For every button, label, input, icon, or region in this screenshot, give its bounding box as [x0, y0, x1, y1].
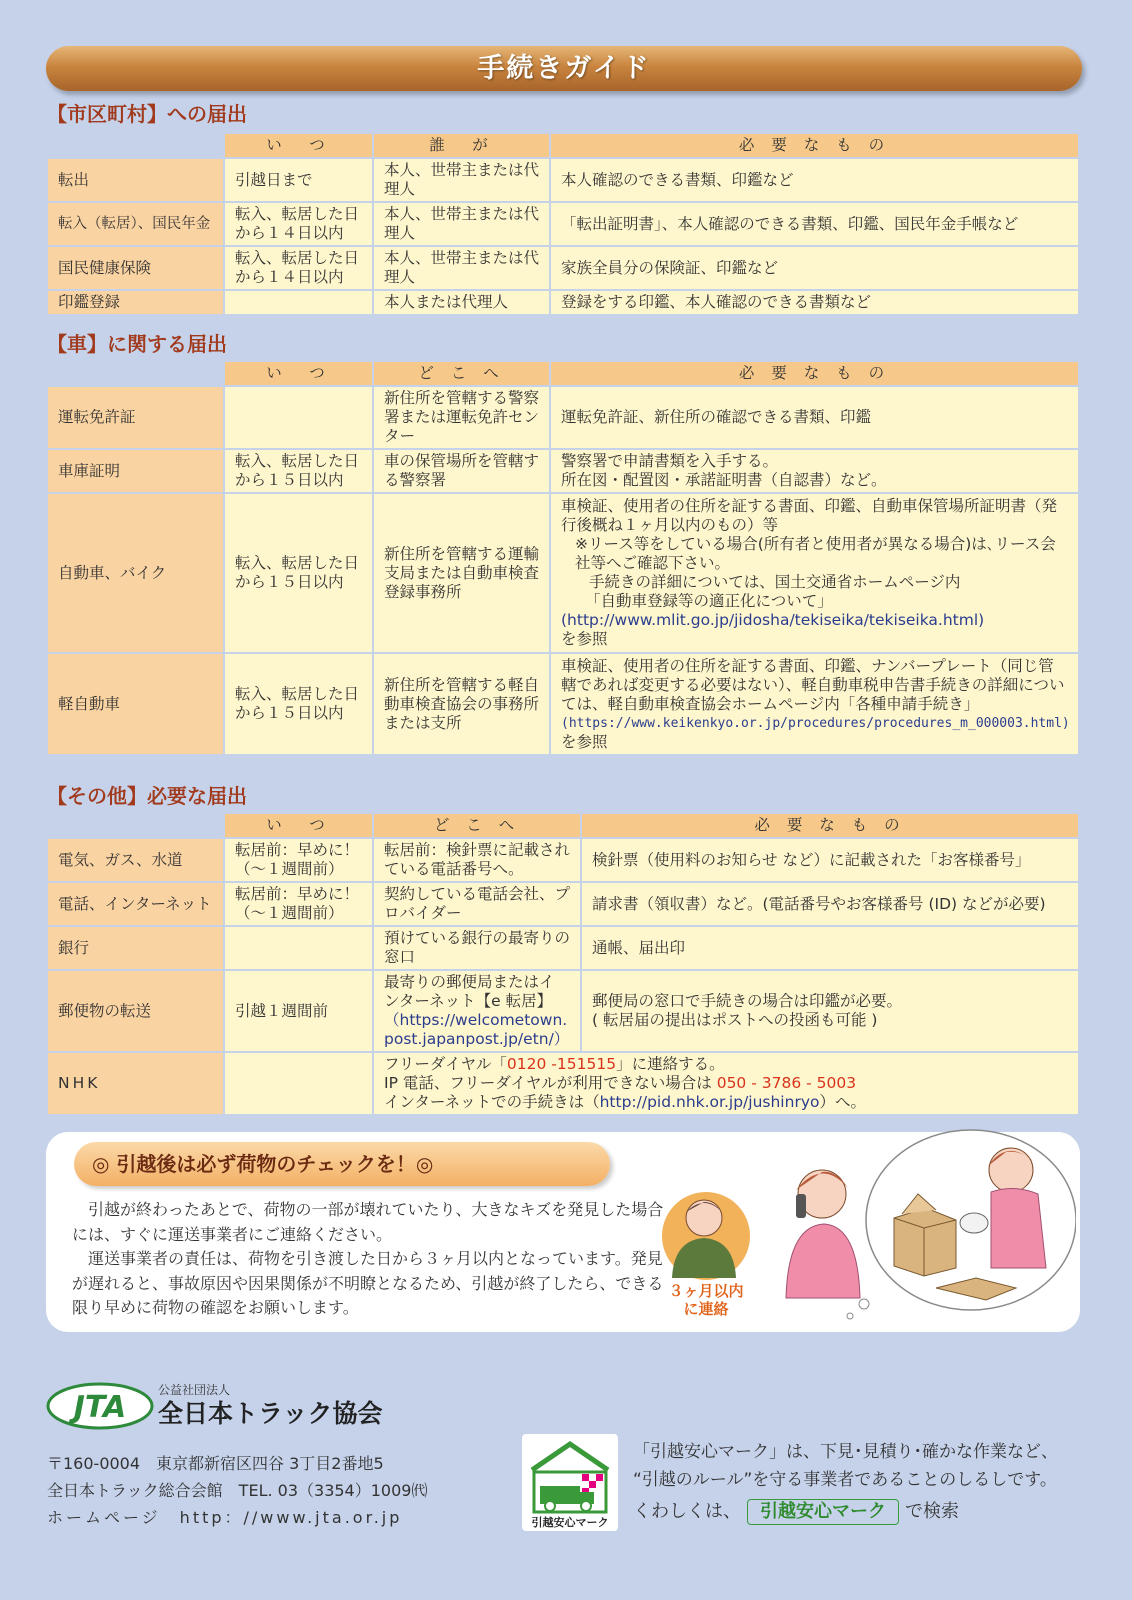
bubble-text-2: に連絡 — [683, 1300, 729, 1318]
row-who: 本人、世帯主または代理人 — [374, 203, 549, 245]
table-row — [48, 654, 1078, 754]
table-row — [48, 159, 1078, 201]
search-keyword-box[interactable]: 引越安心マーク — [747, 1499, 899, 1525]
mark-description — [633, 1438, 1058, 1526]
header-when: い つ — [225, 362, 372, 385]
header-need: 必 要 な も の — [551, 362, 1078, 385]
bubble-text-1: ３ヶ月以内 — [668, 1282, 744, 1300]
row-need — [551, 450, 1078, 492]
header-need: 必 要 な も の — [551, 134, 1078, 157]
row-need: 家族全員分の保険証、印鑑など — [551, 247, 1078, 289]
header-when: い つ — [225, 134, 372, 157]
row-label: 電話、インターネット — [48, 883, 223, 925]
homepage-line[interactable]: ホームページ http：//www.jta.or.jp — [47, 1508, 403, 1527]
row-label: 印鑑登録 — [48, 291, 223, 314]
table-row — [48, 971, 1078, 1051]
search-line: くわしくは、 引越安心マーク で検索 — [633, 1498, 1058, 1526]
municipal-heading: 【市区町村】への届出 — [47, 102, 247, 126]
row-where: 車の保管場所を管轄する警察署 — [374, 450, 549, 492]
row-need: 「転出証明書」、本人確認のできる書類、印鑑、国民年金手帳など — [551, 203, 1078, 245]
row-who: 本人または代理人 — [374, 291, 549, 314]
nhk-link[interactable]: http://pid.nhk.or.jp/jushinryo — [599, 1093, 820, 1111]
need-line: 車検証、使用者の住所を証する書面、印鑑、自動車保管場所証明書（発行後概ね１ヶ月以内のもの）等 — [561, 497, 1058, 534]
need-line: 「自動車登録等の適正化について」 — [585, 592, 833, 610]
car-heading: 【車】に関する届出 — [47, 332, 227, 356]
table-row — [48, 203, 1078, 245]
row-label: 国民健康保険 — [48, 247, 223, 289]
row-label: 転入（転居）、国民年金 — [48, 203, 223, 245]
phone-call-illustration — [636, 1128, 1076, 1328]
check-title: ◎ 引越後は必ず荷物のチェックを！◎ — [74, 1142, 610, 1186]
need-line: 手続きの詳細については、国土交通省ホームページ内 — [589, 573, 961, 591]
row-where: 契約している電話会社、プロバイダー — [374, 883, 580, 925]
table-row — [48, 247, 1078, 289]
header-who: 誰 が — [374, 134, 549, 157]
japanpost-link[interactable]: （https://welcometown.post.japanpost.jp/etn/） — [384, 1011, 570, 1048]
row-when: 転入、転居した日から１５日以内 — [225, 494, 372, 652]
need-line: 所在図・配置図・承諾証明書（自認書）など。 — [561, 471, 887, 489]
nhk-phone-number: 050 - 3786 - 5003 — [716, 1074, 857, 1092]
row-when — [225, 291, 372, 314]
nhk-line-3: インターネットでの手続きは（http://pid.nhk.or.jp/jushinryo）へ。 — [384, 1093, 866, 1111]
check-text — [72, 1198, 672, 1321]
header-where: ど こ へ — [374, 362, 549, 385]
mark-desc-line: 「引越安心マーク」は、下見･見積り･確かな作業など、 — [633, 1442, 1058, 1462]
jta-logo — [46, 1378, 426, 1434]
row-label: 運転免許証 — [48, 387, 223, 448]
check-paragraph: 引越が終わったあとで、荷物の一部が壊れていたり、大きなキズを発見した場合には、すぐに運送事業者にご連絡ください。 — [72, 1200, 664, 1244]
row-where: 新住所を管轄する警察署または運転免許センター — [374, 387, 549, 448]
table-row — [48, 883, 1078, 925]
row-need: 検針票（使用料のお知らせ など）に記載された「お客様番号」 — [582, 839, 1078, 881]
row-when — [225, 387, 372, 448]
need-line: を参照 — [561, 630, 608, 648]
need-line: 郵便局の窓口で手続きの場合は印鑑が必要。 — [592, 992, 903, 1010]
table-header-row — [48, 814, 1078, 837]
header-where: ど こ へ — [374, 814, 580, 837]
row-label: 郵便物の転送 — [48, 971, 223, 1051]
row-when: 転入、転居した日から１４日以内 — [225, 203, 372, 245]
row-label: 自動車、バイク — [48, 494, 223, 652]
row-need: 登録をする印鑑、本人確認のできる書類など — [551, 291, 1078, 314]
mark-label: 引越安心マーク — [531, 1516, 609, 1529]
row-label: 電気、ガス、水道 — [48, 839, 223, 881]
nhk-line-1: フリーダイヤル「0120 -151515」に連絡する。 — [384, 1055, 725, 1073]
row-need — [551, 654, 1078, 754]
keikenkyo-link[interactable]: (https://www.keikenkyo.or.jp/procedures/procedures_m_000003.html) — [561, 715, 1070, 731]
table-row — [48, 494, 1078, 652]
lease-note: ※リース等をしている場合(所有者と使用者が異なる場合)は､リース会社等へご確認下さい。 — [575, 535, 1056, 572]
table-row — [48, 927, 1078, 969]
need-line: を参照 — [561, 732, 608, 751]
nhk-details — [374, 1053, 1078, 1114]
row-when: 転居前：早めに！（～１週間前） — [225, 883, 372, 925]
check-panel — [46, 1132, 1080, 1332]
row-label: 転出 — [48, 159, 223, 201]
row-when: 転入、転居した日から１４日以内 — [225, 247, 372, 289]
table-row — [48, 1053, 1078, 1114]
municipal-table — [46, 132, 1080, 316]
table-row — [48, 450, 1078, 492]
org-name: 全日本トラック協会 — [158, 1399, 383, 1428]
header-need: 必 要 な も の — [582, 814, 1078, 837]
need-line: 警察署で申請書類を入手する。 — [561, 452, 779, 470]
where-line: 最寄りの郵便局またはインターネット【e 転居】 — [384, 973, 555, 1010]
row-who: 本人、世帯主または代理人 — [374, 159, 549, 201]
row-where: 転居前：検針票に記載されている電話番号へ。 — [374, 839, 580, 881]
other-table — [46, 812, 1080, 1116]
row-need — [582, 971, 1078, 1051]
row-when: 引越１週間前 — [225, 971, 372, 1051]
row-label: 車庫証明 — [48, 450, 223, 492]
row-where: 新住所を管轄する運輸支局または自動車検査登録事務所 — [374, 494, 549, 652]
address-block — [47, 1450, 427, 1531]
check-paragraph: 運送事業者の責任は、荷物を引き渡した日から３ヶ月以内となっています。発見が遅れると、事故原因や因果関係が不明瞭となるため、引越が終了したら、できる限り早めに荷物の確認をお願いします。 — [72, 1249, 664, 1317]
nhk-freedial-number: 0120 -151515 — [506, 1055, 617, 1073]
row-when — [225, 1053, 372, 1114]
table-row — [48, 387, 1078, 448]
row-label: 軽自動車 — [48, 654, 223, 754]
mark-desc-line: “引越のルール”を守る事業者であることのしるしです。 — [633, 1470, 1057, 1490]
table-header-row — [48, 362, 1078, 385]
other-heading: 【その他】必要な届出 — [47, 784, 247, 808]
row-need — [551, 494, 1078, 652]
row-who: 本人、世帯主または代理人 — [374, 247, 549, 289]
row-when — [225, 927, 372, 969]
row-label: 銀行 — [48, 927, 223, 969]
table-row — [48, 839, 1078, 881]
row-where: 預けている銀行の最寄りの窓口 — [374, 927, 580, 969]
row-where: 新住所を管轄する軽自動車検査協会の事務所または支所 — [374, 654, 549, 754]
row-need: 運転免許証、新住所の確認できる書類、印鑑 — [551, 387, 1078, 448]
table-header-row — [48, 134, 1078, 157]
need-line: ( 転居届の提出はポストへの投函も可能 ) — [592, 1011, 878, 1029]
address-line: 全日本トラック総合会館 TEL. 03（3354）1009㈹ — [47, 1481, 428, 1500]
title-banner — [46, 46, 1082, 91]
jta-logo-text: JTA — [73, 1390, 127, 1425]
row-when: 転居前：早めに！（～１週間前） — [225, 839, 372, 881]
car-table — [46, 360, 1080, 756]
mlit-link[interactable]: (http://www.mlit.go.jp/jidosha/tekiseika/tekiseika.html) — [561, 611, 985, 629]
table-row — [48, 291, 1078, 314]
row-label: NHK — [48, 1053, 223, 1114]
row-need: 本人確認のできる書類、印鑑など — [551, 159, 1078, 201]
page-title: 手続きガイド — [477, 53, 651, 84]
header-when: い つ — [225, 814, 372, 837]
row-when: 転入、転居した日から１５日以内 — [225, 450, 372, 492]
row-need: 請求書（領収書）など。(電話番号やお客様番号 (ID) などが必要) — [582, 883, 1078, 925]
row-when: 転入、転居した日から１５日以内 — [225, 654, 372, 754]
address-line: 〒160-0004 東京都新宿区四谷 3丁目2番地5 — [47, 1454, 384, 1473]
row-where — [374, 971, 580, 1051]
row-when: 引越日まで — [225, 159, 372, 201]
org-type: 公益社団法人 — [158, 1383, 231, 1397]
nhk-line-2: IP 電話、フリーダイヤルが利用できない場合は 050 - 3786 - 5003 — [384, 1074, 857, 1092]
moving-safety-mark-icon — [522, 1434, 618, 1531]
need-line: 車検証、使用者の住所を証する書面、印鑑、ナンバープレート（同じ管轄であれば変更する必要はない）、軽自動車税申告書手続きの詳細については、軽自動車検査協会ホームページ内「各種申請手続き」 — [561, 656, 1065, 713]
row-need: 通帳、届出印 — [582, 927, 1078, 969]
